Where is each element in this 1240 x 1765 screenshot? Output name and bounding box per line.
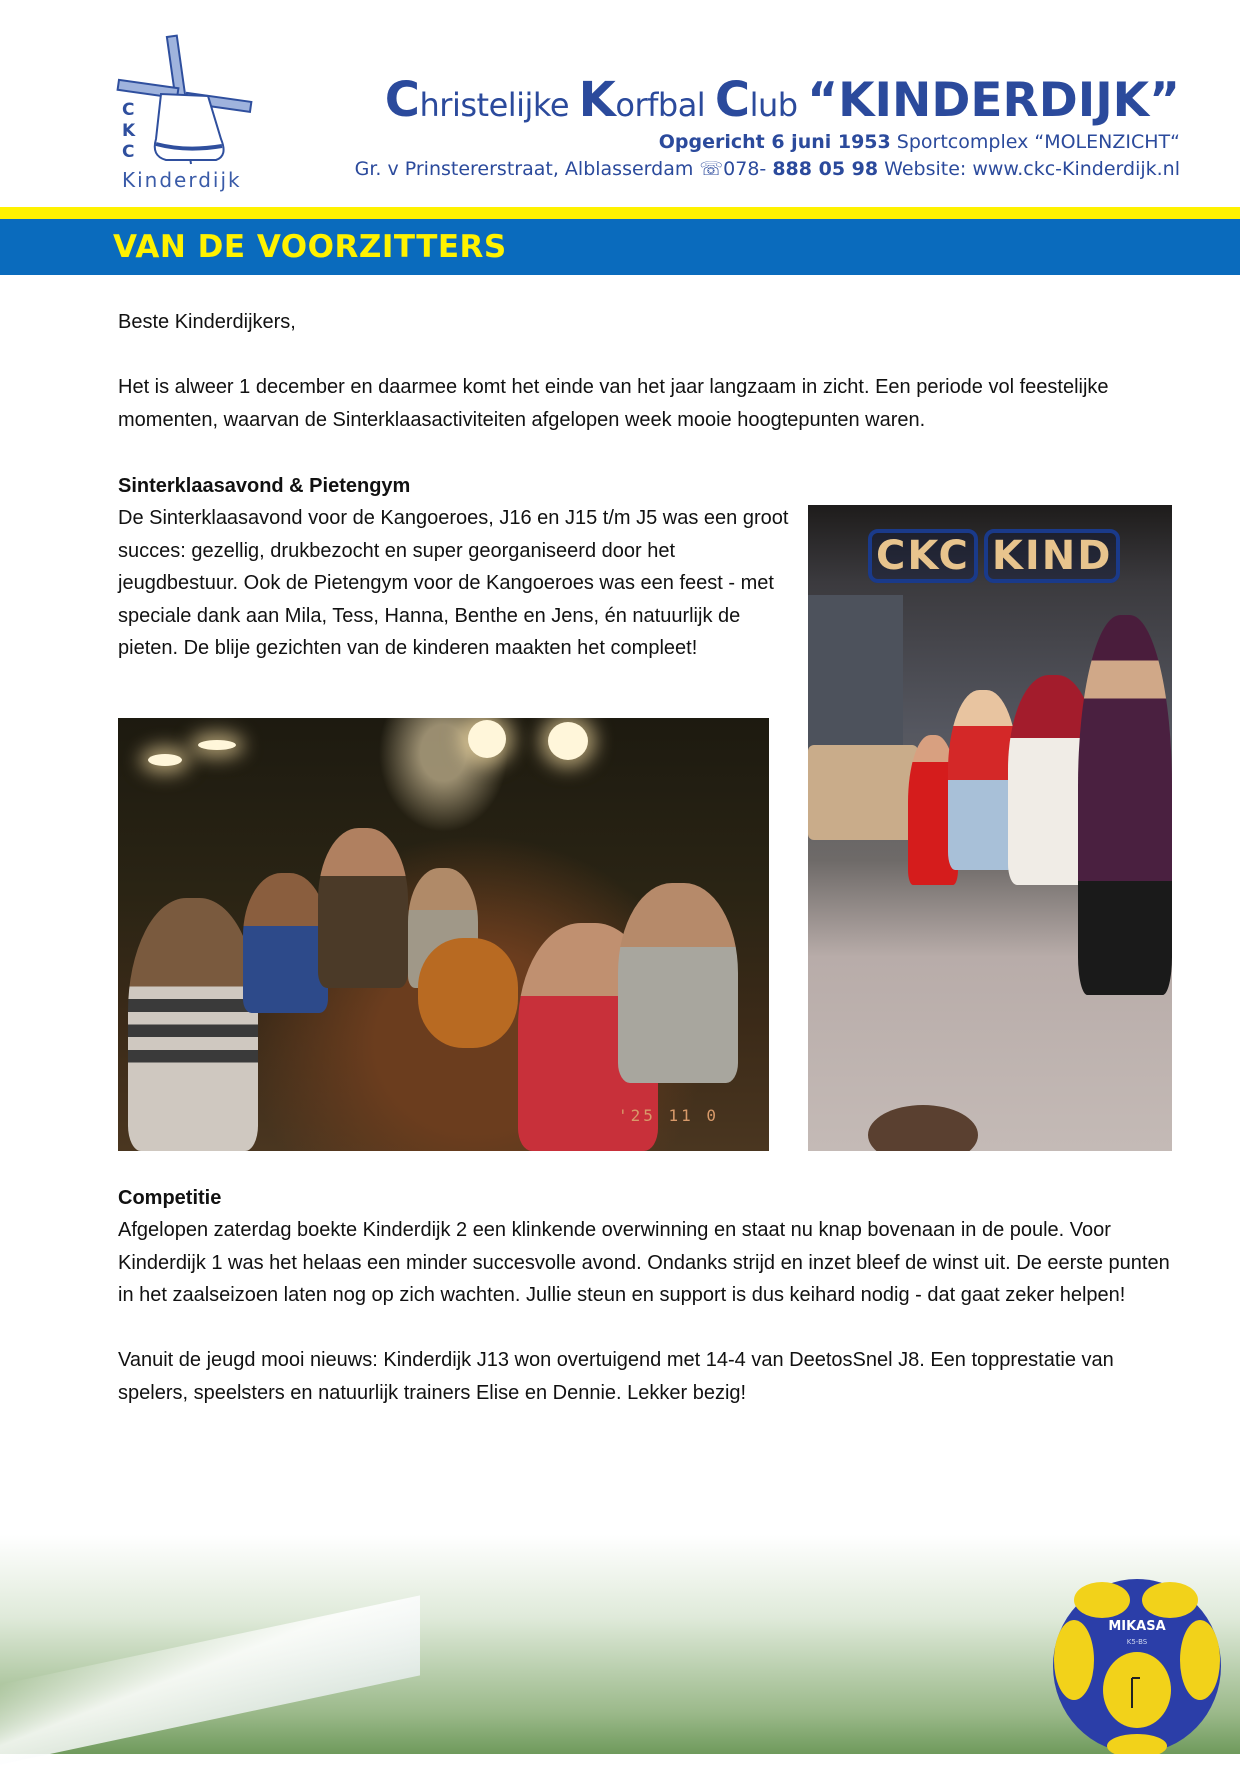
club-name-word: orfbal	[615, 86, 715, 124]
logo-wordmark: Kinderdijk	[122, 168, 242, 192]
date-stamp: '25 11 0	[617, 1106, 719, 1125]
person	[128, 898, 258, 1151]
club-name	[385, 72, 1180, 128]
sinterklaas-paragraph: De Sinterklaasavond voor de Kangoeroes, J16 en J15 t/m J5 was een groot succes: gezellig, drukbezocht en super georganiseerd door het jeugdbestuur. Ook de Pietengym voor de Kangoeroes was een feest - met speciale dank aan Mila, Tess, Hanna, Benthe en Jens, én natuurlijk de pieten. De blije gezichten van de kinderen maakten het compleet!	[118, 507, 789, 659]
intro-paragraph: Het is alweer 1 december en daarmee komt het einde van het jaar langzaam in zicht. Een periode vol feestelijke momenten, waarvan de Sinterklaasactiviteiten afgelopen week mooie hoogtepunten waren.	[118, 376, 1109, 431]
club-name-initial-c: C	[384, 72, 420, 128]
head-foreground	[868, 1105, 978, 1151]
club-sign	[868, 533, 1126, 579]
logo-letter-k: K	[122, 121, 136, 141]
ball-model: K5-BS	[1126, 1638, 1148, 1646]
sign-text: KIND	[984, 529, 1121, 583]
club-name-word: hristelijke	[419, 86, 579, 124]
greeting: Beste Kinderdijkers,	[118, 311, 296, 333]
section-banner	[0, 219, 1240, 275]
ceiling-lamp	[148, 754, 182, 766]
person	[243, 873, 328, 1013]
competitie-heading: Competitie	[118, 1187, 222, 1209]
address: Gr. v Prinstererstraat, Alblasserdam	[354, 158, 700, 180]
club-name-kinderdijk: “KINDERDIJK”	[807, 73, 1180, 128]
competitie-paragraph: Afgelopen zaterdag boekte Kinderdijk 2 een klinkende overwinning en staat nu knap bovenaan in de poule. Voor Kinderdijk 1 was het helaas een minder succesvolle avond. Ondanks strijd en inzet bleef de winst uit. De eerste punten in het zaalseizoen laten nog op zich wachten. Jullie steun en support is dus keihard nodig - dat gaat zeker helpen!	[118, 1219, 1170, 1306]
gift-package	[418, 938, 518, 1048]
ceiling-lamp	[468, 720, 506, 758]
club-name-word: lub	[749, 86, 808, 124]
person	[618, 883, 738, 1083]
sofa	[808, 745, 918, 840]
windmill-icon	[116, 34, 256, 174]
telephone-icon: ☏	[699, 158, 724, 180]
sinterklaas-photo	[808, 505, 1172, 1151]
founded-line	[659, 131, 1180, 153]
youth-news-paragraph: Vanuit de jeugd mooi nieuws: Kinderdijk J13 won overtuigend met 14-4 van DeetosSnel J8. Een topprestatie van spelers, speelsters en natuurlijk trainers Elise en Dennie. Lekker bezig!	[118, 1349, 1114, 1404]
sinterklaas-heading: Sinterklaasavond & Pietengym	[118, 475, 411, 497]
sign-text: CKC	[868, 529, 978, 583]
yellow-stripe	[0, 207, 1240, 219]
party-photo	[118, 718, 769, 1151]
korfball-icon	[1052, 1578, 1222, 1754]
phone-prefix: 078-	[723, 158, 773, 180]
club-name-initial-k: K	[578, 72, 616, 128]
ceiling-lamp	[548, 722, 588, 760]
founded-date: Opgericht 6 juni 1953	[658, 131, 891, 153]
ceiling-lamp	[198, 740, 236, 750]
piet	[1078, 615, 1172, 995]
ball-brand: MIKASA	[1108, 1619, 1166, 1634]
logo-letter-c2: C	[122, 142, 135, 162]
club-name-initial-c: C	[714, 72, 750, 128]
club-logo	[116, 34, 256, 194]
phone-number: 888 05 98	[772, 158, 879, 180]
logo-letter-c: C	[122, 100, 135, 120]
person	[318, 828, 408, 988]
sportcomplex-name: Sportcomplex “MOLENZICHT“	[890, 131, 1180, 153]
logo-letters	[122, 100, 135, 163]
contact-line	[355, 158, 1180, 180]
website-link[interactable]: Website: www.ckc-Kinderdijk.nl	[878, 158, 1180, 180]
section-title: VAN DE VOORZITTERS	[113, 229, 507, 265]
